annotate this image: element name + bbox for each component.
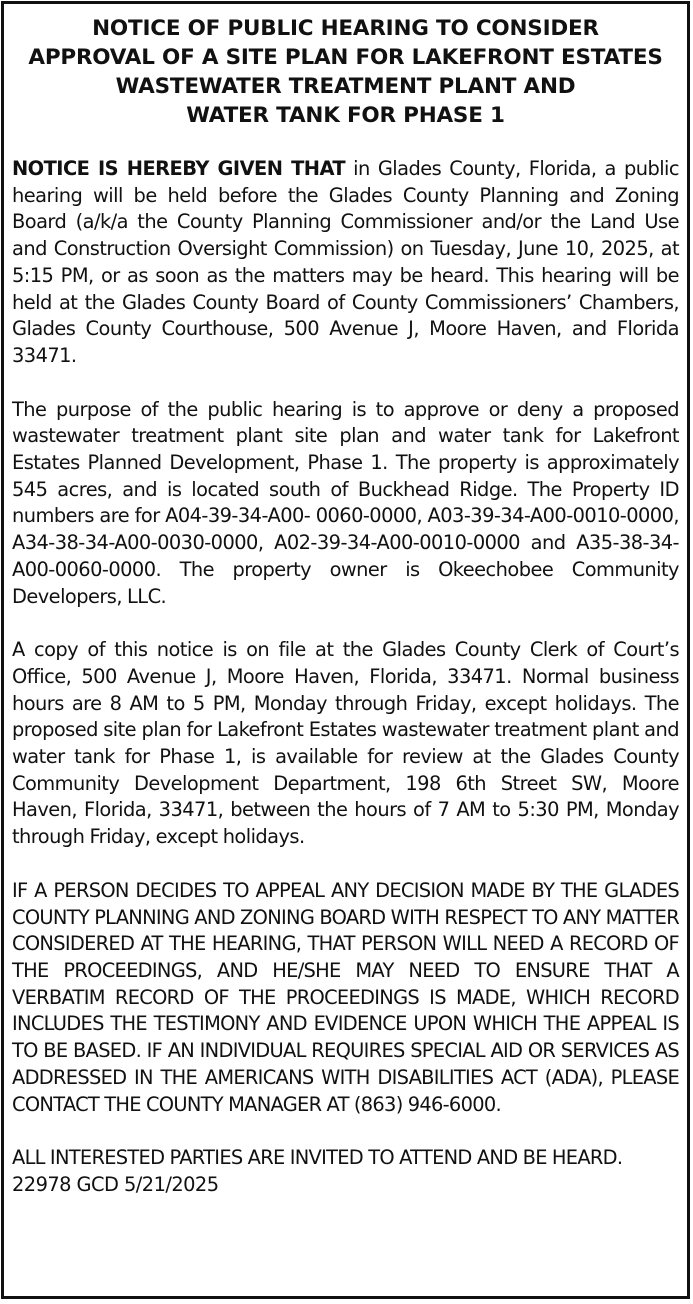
hearing-details-text: in Glades County, Florida, a public hearing will be held before the Glades County Planning and Zoning Board (a/k/a the County Planning Commissioner and/or the Land Use and Construction Oversight Commission) on Tuesday, June 10, 2025, at 5:15 PM, or as soon as the matters may be heard. This hearing will be held at the Glades County Board of County Commissioners’ Chambers, Glades County Courthouse, 500 Avenue J, Moore Haven, and Florida 33471.: [12, 157, 679, 367]
hearing-notice-paragraph: [12, 156, 679, 370]
publication-reference: 22978 GCD 5/21/2025: [12, 1172, 219, 1196]
notice-lead-text: NOTICE IS HEREBY GIVEN THAT: [12, 157, 346, 180]
copy-availability-paragraph: A copy of this notice is on file at the Glades County Clerk of Court’s Office, 500 Avenue J, Moore Haven, Florida, 33471. Normal business hours are 8 AM to 5 PM, Monday through Friday, except holidays. The proposed site plan for Lakefront Estates wastewater treatment plant and water tank for Phase 1, is available for review at the Glades County Community Development Department, 198 6th Street SW, Moore Haven, Florida, 33471, between the hours of 7 AM to 5:30 PM, Monday through Friday, except holidays.: [12, 638, 679, 849]
invitation-paragraph: ALL INTERESTED PARTIES ARE INVITED TO ATTEND AND BE HEARD.: [12, 1146, 623, 1170]
notice-border: [1, 1, 690, 1299]
title-line-4: WATER TANK FOR PHASE 1: [186, 103, 505, 128]
title-line-3: WASTEWATER TREATMENT PLANT AND: [115, 74, 576, 99]
title-line-1: NOTICE OF PUBLIC HEARING TO CONSIDER: [92, 16, 599, 41]
purpose-paragraph: The purpose of the public hearing is to approve or deny a proposed wastewater treatment plant site plan and water tank for Lakefront Estates Planned Development, Phase 1. The property is approximately 545 acres, and is located south of Buckhead Ridge. The Property ID numbers are for A04-39-34-A00- 0060-0000, A03-39-34-A00-0010-0000, A34-38-34-A00-0030-0000, A02-39-34-A00-0010-0000 and A35-38-34-A00-0060-0000. The property owner is Okeechobee Community Developers, LLC.: [12, 397, 679, 608]
notice-content: [4, 4, 687, 1199]
title-line-2: APPROVAL OF A SITE PLAN FOR LAKEFRONT ESTATES: [28, 45, 663, 70]
notice-title: [12, 14, 679, 130]
appeal-disclaimer-paragraph: IF A PERSON DECIDES TO APPEAL ANY DECISION MADE BY THE GLADES COUNTY PLANNING AND ZONING BOARD WITH RESPECT TO ANY MATTER CONSIDERED AT THE HEARING, THAT PERSON WILL NEED A RECORD OF THE PROCEEDINGS, AND HE/SHE MAY NEED TO ENSURE THAT A VERBATIM RECORD OF THE PROCEEDINGS IS MADE, WHICH RECORD INCLUDES THE TESTIMONY AND EVIDENCE UPON WHICH THE APPEAL IS TO BE BASED. IF AN INDIVIDUAL REQUIRES SPECIAL AID OR SERVICES AS ADDRESSED IN THE AMERICANS WITH DISABILITIES ACT (ADA), PLEASE CONTACT THE COUNTY MANAGER AT (863) 946-6000.: [12, 878, 679, 1116]
